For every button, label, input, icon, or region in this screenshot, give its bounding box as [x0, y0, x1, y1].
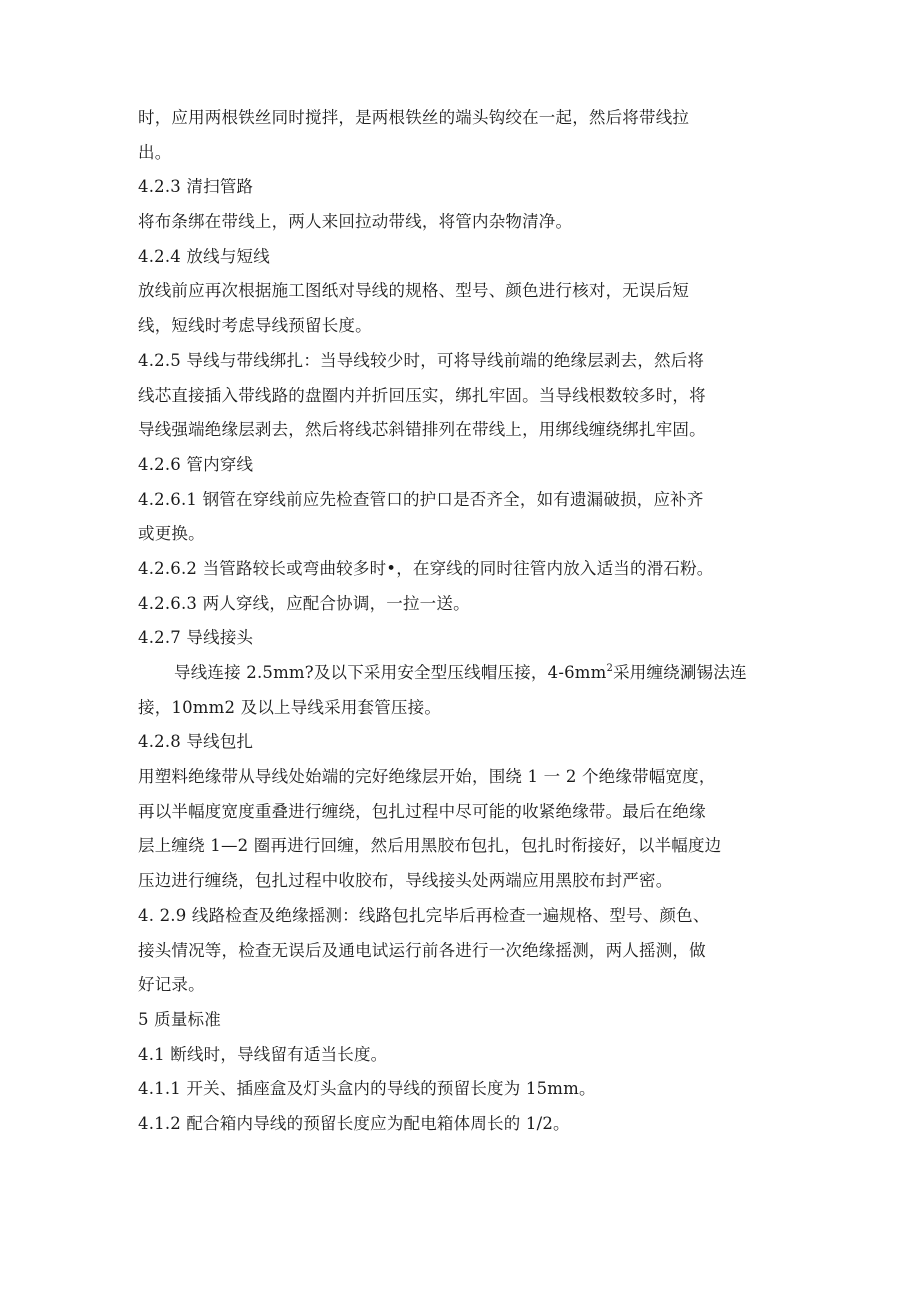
text-line: 4.1.2 配合箱内导线的预留长度应为配电箱体周长的 1/2。 — [138, 1113, 570, 1133]
text-line: 4.2.6.3 两人穿线，应配合协调，一拉一送。 — [138, 593, 470, 613]
text-line: 接头情况等，检查无误后及通电试运行前各进行一次绝缘摇测，两人摇测，做 — [138, 940, 706, 960]
text-line: 导线强端绝缘层剥去，然后将线芯斜错排列在带线上，用绑线缠绕绑扎牢固。 — [138, 420, 706, 440]
text-line: 放线前应再次根据施工图纸对导线的规格、型号、颜色进行核对，无误后短 — [138, 281, 690, 301]
superscript: 2 — [606, 663, 614, 674]
text-line: 4.2.5 导线与带线绑扎：当导线较少时，可将导线前端的绝缘层剥去，然后将 — [138, 350, 705, 370]
text-line: 压边进行缠绕，包扎过程中收胶布，导线接头处两端应用黑胶布封严密。 — [138, 871, 673, 891]
text-line: 4.1 断线时，导线留有适当长度。 — [138, 1044, 388, 1064]
text-line: 好记录。 — [138, 975, 205, 995]
text-line: 4.1.1 开关、插座盒及灯头盒内的导线的预留长度为 15mm。 — [138, 1079, 596, 1099]
section-heading: 4.2.4 放线与短线 — [138, 246, 270, 266]
text-line: 线芯直接插入带线路的盘圈内并折回压实，绑扎牢固。当导线根数较多时，将 — [138, 385, 706, 405]
text-line: 接，10mm2 及以上导线采用套管压接。 — [138, 697, 442, 717]
text-line: 4.2.6.1 钢管在穿线前应先检查管口的护口是否齐全，如有遗漏破损，应补齐 — [138, 489, 704, 509]
text-line: 将布条绑在带线上，两人来回拉动带线，将管内杂物清净。 — [138, 212, 573, 232]
text-line: 线，短线时考虑导线预留长度。 — [138, 316, 372, 336]
text-line: 或更换。 — [138, 524, 205, 544]
document-page — [138, 101, 798, 1142]
section-heading: 5 质量标准 — [138, 1009, 221, 1029]
text-line: 4. 2.9 线路检查及绝缘摇测：线路包扎完毕后再检查一遍规格、型号、颜色、 — [138, 905, 710, 925]
text-line: 出。 — [138, 142, 172, 162]
text-line: 用塑料绝缘带从导线处始端的完好绝缘层开始，围绕 1 一 2 个绝缘带幅宽度， — [138, 767, 716, 787]
text-line: 时，应用两根铁丝同时搅拌，是两根铁丝的端头钩绞在一起，然后将带线拉 — [138, 108, 690, 127]
section-heading: 4.2.6 管内穿线 — [138, 454, 254, 474]
joint-paragraph-line — [138, 656, 798, 691]
text-line: 4.2.6.2 当管路较长或弯曲较多时•，在穿线的同时往管内放入适当的滑石粉。 — [138, 558, 714, 578]
section-heading: 4.2.8 导线包扎 — [138, 732, 254, 752]
section-heading: 4.2.3 清扫管路 — [138, 177, 254, 197]
section-heading: 4.2.7 导线接头 — [138, 628, 254, 648]
text-line: 层上缠绕 1—2 圈再进行回缠，然后用黑胶布包扎，包扎时衔接好，以半幅度边 — [138, 836, 722, 856]
joint-text-part2: 采用缠绕涮锡法连 — [613, 663, 747, 682]
text-line: 再以半幅度宽度重叠进行缠绕，包扎过程中尽可能的收紧绝缘带。最后在绝缘 — [138, 801, 706, 821]
joint-text-part1: 导线连接 2.5mm?及以下采用安全型压线帽压接，4-6mm — [174, 663, 607, 682]
